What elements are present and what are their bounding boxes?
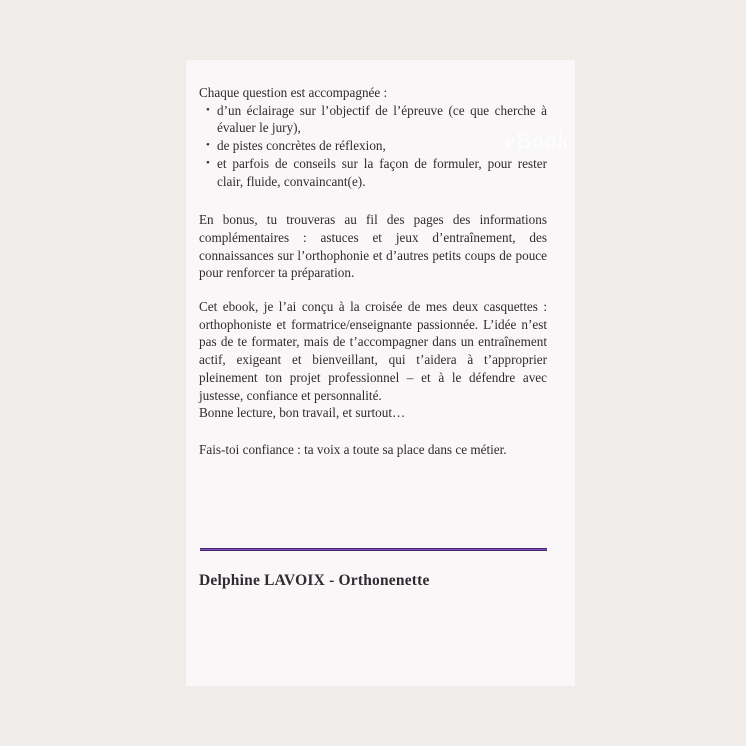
emphasis-line: Fais-toi confiance : ta voix a toute sa place dans ce métier.	[199, 441, 507, 457]
list-item-text: de pistes concrètes de réflexion,	[217, 138, 386, 154]
bullet-icon: •	[206, 103, 210, 116]
divider-line	[200, 548, 547, 551]
list-item	[199, 102, 547, 137]
page-content	[186, 60, 575, 459]
list-item-text: d’un éclairage sur l’objectif de l’épreuve (ce que cherche à évaluer le jury),	[217, 102, 547, 136]
list-item	[199, 137, 547, 155]
paragraph-ebook: Cet ebook, je l’ai conçu à la croisée de mes deux casquettes : orthophoniste et formatrice/enseignante passionnée. L’idée n’est pas de te formater, mais de t’accompagner dans un entraînement actif, exigeant et bienveillant, qui t’aidera à t’approprier pleinement ton projet professionnel – et à le défendre avec justesse, confiance et personnalité.	[199, 299, 547, 403]
list-item	[199, 155, 547, 190]
intro-line: Chaque question est accompagnée :	[199, 85, 388, 100]
bullet-icon: •	[206, 156, 210, 169]
paragraph-bonus: En bonus, tu trouveras au fil des pages des informations complémentaires : astuces et jeux d’entraînement, des connaissances sur l’orthophonie et d’autres petits coups de pouce pour renforcer ta préparation.	[199, 212, 547, 281]
signature: Delphine LAVOIX - Orthonenette	[199, 572, 430, 589]
bullet-list	[199, 102, 547, 191]
list-item-text: et parfois de conseils sur la façon de formuler, pour rester clair, fluide, convaincant(e).	[217, 155, 547, 189]
bullet-icon: •	[206, 139, 210, 152]
ebook-watermark: eBook	[505, 128, 570, 153]
paragraph-closing: Bonne lecture, bon travail, et surtout…	[199, 405, 406, 421]
